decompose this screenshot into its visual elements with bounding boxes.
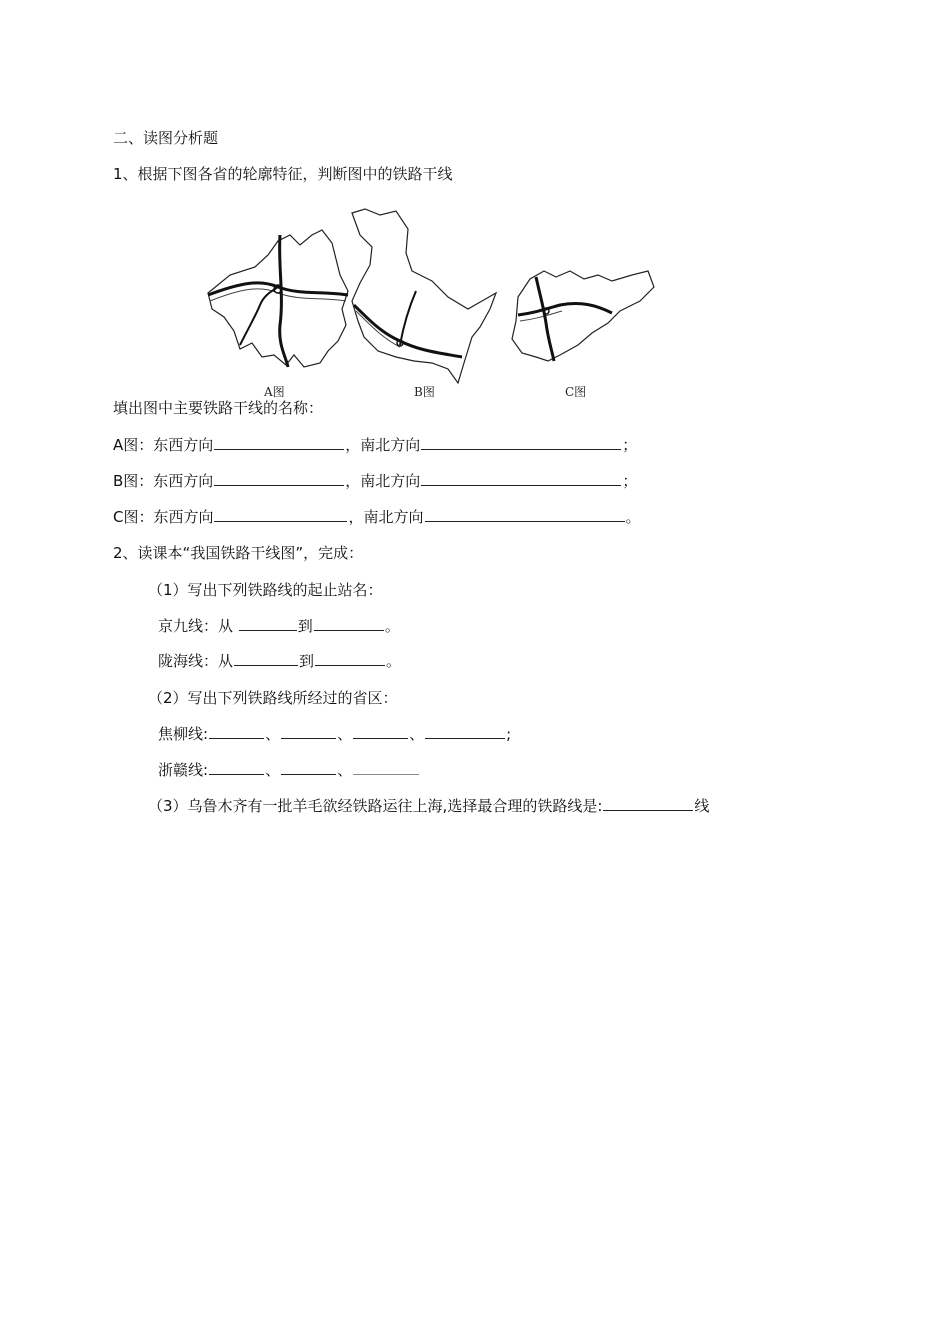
- row-a-label: A图：东西方向: [113, 436, 214, 454]
- sub-question-3-end: 线: [694, 797, 710, 815]
- question-2-prompt: 2、读课本“我国铁路干线图”，完成：: [113, 544, 364, 562]
- blank-b-north-south[interactable]: [421, 471, 621, 486]
- longhai-to: 到: [299, 652, 315, 670]
- map-b-label: B图: [414, 385, 435, 399]
- jingjiu-end-mark: 。: [384, 617, 400, 635]
- separator: 、: [337, 725, 353, 743]
- separator: 、: [409, 725, 425, 743]
- blank-jingjiu-end[interactable]: [314, 616, 384, 631]
- longhai-label: 陇海线：从: [158, 652, 234, 670]
- answer-row-b: [113, 471, 637, 491]
- zhegan-line-row: [158, 760, 420, 780]
- blank-a-east-west[interactable]: [214, 435, 344, 450]
- row-c-label: C图：东西方向: [113, 508, 214, 526]
- fill-instruction: 填出图中主要铁路干线的名称：: [113, 399, 324, 417]
- separator: 、: [265, 761, 281, 779]
- blank-c-east-west[interactable]: [214, 507, 347, 522]
- sub-question-1-title: （1）写出下列铁路线的起止站名：: [148, 581, 383, 599]
- sub-question-2-title-row: [148, 688, 398, 708]
- jiaoliu-end-mark: ;: [506, 725, 512, 743]
- sub-question-2-title: （2）写出下列铁路线所经过的省区：: [148, 689, 398, 707]
- separator: 、: [265, 725, 281, 743]
- jiaoliu-label: 焦柳线:: [158, 725, 209, 743]
- map-b: [352, 209, 496, 399]
- row-a-mid: ，南北方向: [345, 436, 421, 454]
- blank-jingjiu-start[interactable]: [239, 616, 297, 631]
- blank-jiaoliu-2[interactable]: [281, 724, 336, 739]
- map-a-label: A图: [264, 385, 285, 399]
- blank-c-north-south[interactable]: [425, 507, 625, 522]
- row-c-mid: ，南北方向: [348, 508, 424, 526]
- blank-wool-route[interactable]: [603, 796, 693, 811]
- row-c-end: 。: [625, 508, 641, 526]
- jingjiu-to: 到: [297, 617, 313, 635]
- blank-jiaoliu-4[interactable]: [425, 724, 505, 739]
- blank-zhegan-2[interactable]: [281, 760, 336, 775]
- map-a: [208, 230, 348, 399]
- question-1-prompt: 1、根据下图各省的轮廓特征，判断图中的铁路干线: [113, 165, 453, 183]
- sub-question-3-row: [148, 796, 709, 816]
- row-b-mid: ，南北方向: [345, 472, 421, 490]
- blank-b-east-west[interactable]: [214, 471, 344, 486]
- answer-row-c: [113, 507, 641, 527]
- blank-longhai-end[interactable]: [315, 651, 385, 666]
- row-b-label: B图：东西方向: [113, 472, 214, 490]
- longhai-line-row: [158, 651, 401, 671]
- jingjiu-line-row: [158, 616, 400, 636]
- answer-row-a: [113, 435, 637, 455]
- row-a-end: ；: [622, 436, 638, 454]
- row-b-end: ；: [622, 472, 638, 490]
- jiaoliu-line-row: [158, 724, 511, 744]
- sub-question-3-text: （3）乌鲁木齐有一批羊毛欲经铁路运往上海,选择最合理的铁路线是:: [148, 797, 603, 815]
- province-maps-figure: [200, 205, 670, 410]
- map-c-label: C图: [565, 385, 587, 399]
- jingjiu-label: 京九线：从: [158, 617, 234, 635]
- blank-zhegan-3[interactable]: [353, 760, 419, 775]
- section-title: 二、读图分析题: [113, 129, 219, 147]
- blank-jiaoliu-1[interactable]: [209, 724, 264, 739]
- separator: 、: [337, 761, 353, 779]
- blank-longhai-start[interactable]: [234, 651, 298, 666]
- map-c: [512, 271, 654, 399]
- blank-a-north-south[interactable]: [421, 435, 621, 450]
- zhegan-label: 浙赣线:: [158, 761, 209, 779]
- blank-zhegan-1[interactable]: [209, 760, 264, 775]
- longhai-end-mark: 。: [386, 652, 402, 670]
- blank-jiaoliu-3[interactable]: [353, 724, 408, 739]
